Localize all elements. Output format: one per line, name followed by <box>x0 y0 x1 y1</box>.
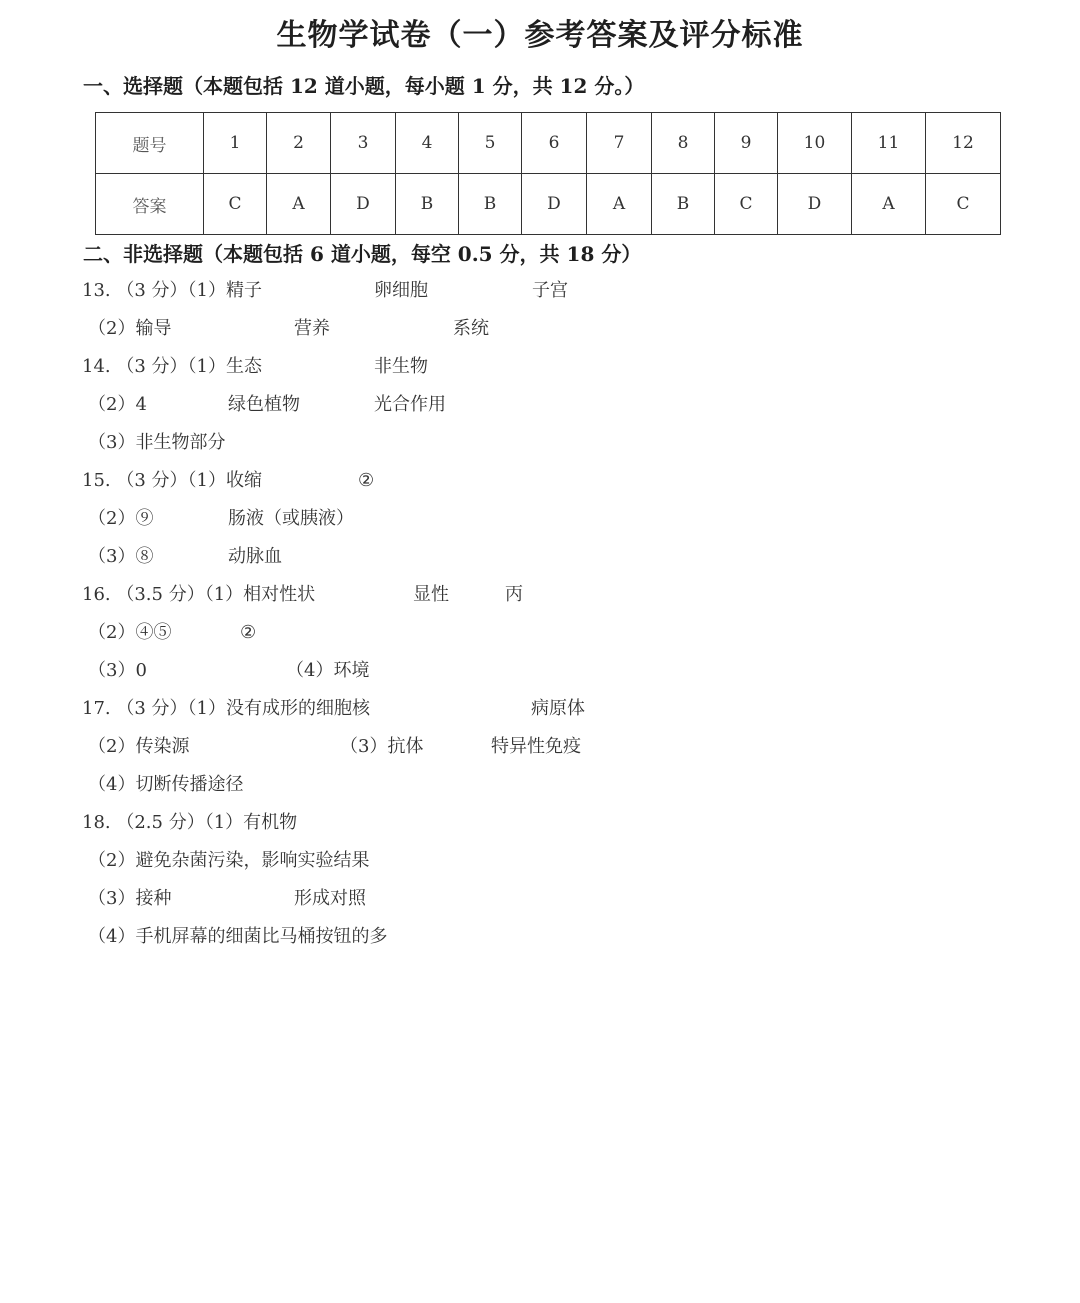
question-number: 6 <box>522 113 587 174</box>
answer-segment: 丙 <box>505 584 523 605</box>
answer-cell: A <box>267 174 331 235</box>
answer-segment: ② <box>240 622 257 643</box>
answer-segment: 子宫 <box>532 280 568 301</box>
answer-cell: A <box>852 174 926 235</box>
answer-segment: 15. （3 分）（1）收缩 <box>82 470 262 491</box>
answer-table <box>95 112 1001 235</box>
answer-cell: C <box>715 174 778 235</box>
answer-segment: 绿色植物 <box>228 394 300 415</box>
answer-cell: D <box>331 174 396 235</box>
page-title: 生物学试卷（一）参考答案及评分标准 <box>276 18 804 53</box>
answer-segment: （3）⑧ <box>88 546 154 567</box>
section-1-heading: 一、选择题（本题包括 12 道小题，每小题 1 分，共 12 分。） <box>83 74 645 98</box>
answer-segment: 系统 <box>453 318 489 339</box>
table-row-answers <box>96 174 1001 235</box>
answer-segment: （4）手机屏幕的细菌比马桶按钮的多 <box>88 926 388 947</box>
question-number: 1 <box>204 113 267 174</box>
question-number: 2 <box>267 113 331 174</box>
answer-cell: B <box>652 174 715 235</box>
question-number: 7 <box>587 113 652 174</box>
answer-segment: 病原体 <box>531 698 585 719</box>
table-row-numbers <box>96 113 1001 174</box>
answer-segment: 肠液（或胰液） <box>228 508 354 529</box>
answer-segment: 动脉血 <box>228 546 282 567</box>
row-label-answer: 答案 <box>96 174 204 235</box>
answer-segment: 13. （3 分）（1）精子 <box>82 280 262 301</box>
answer-segment: 营养 <box>294 318 330 339</box>
answer-segment: （4）环境 <box>286 660 370 681</box>
answer-segment: （2）输导 <box>88 318 172 339</box>
answer-cell: D <box>522 174 587 235</box>
answer-segment: （2）⑨ <box>88 508 154 529</box>
answer-segment: （2）④⑤ <box>88 622 172 643</box>
answer-cell: B <box>459 174 522 235</box>
question-number: 5 <box>459 113 522 174</box>
answer-segment: （4）切断传播途径 <box>88 774 244 795</box>
question-number: 8 <box>652 113 715 174</box>
answer-cell: C <box>204 174 267 235</box>
question-number: 9 <box>715 113 778 174</box>
question-number: 10 <box>778 113 852 174</box>
answer-segment: （2）4 <box>88 394 147 415</box>
section-2-heading: 二、非选择题（本题包括 6 道小题，每空 0.5 分，共 18 分） <box>83 242 642 266</box>
answer-segment: 16. （3.5 分）（1）相对性状 <box>82 584 316 605</box>
answer-segment: 14. （3 分）（1）生态 <box>82 356 262 377</box>
row-label-number: 题号 <box>96 113 204 174</box>
answer-segment: 光合作用 <box>374 394 446 415</box>
answer-segment: （2）传染源 <box>88 736 190 757</box>
answer-segment: 显性 <box>413 584 449 605</box>
answer-cell: D <box>778 174 852 235</box>
answer-segment: 特异性免疫 <box>491 736 581 757</box>
answer-segment: 形成对照 <box>294 888 366 909</box>
answer-segment: （3）抗体 <box>340 736 424 757</box>
answer-cell: A <box>587 174 652 235</box>
answer-segment: ② <box>358 470 375 491</box>
question-number: 3 <box>331 113 396 174</box>
answer-segment: （2）避免杂菌污染，影响实验结果 <box>88 850 370 871</box>
question-number: 12 <box>926 113 1001 174</box>
question-number: 11 <box>852 113 926 174</box>
answer-cell: B <box>396 174 459 235</box>
answer-segment: （3）0 <box>88 660 147 681</box>
answer-segment: 18. （2.5 分）（1）有机物 <box>82 812 298 833</box>
question-number: 4 <box>396 113 459 174</box>
answer-cell: C <box>926 174 1001 235</box>
answer-segment: 17. （3 分）（1）没有成形的细胞核 <box>82 698 370 719</box>
answer-segment: （3）非生物部分 <box>88 432 226 453</box>
answer-segment: 非生物 <box>374 356 428 377</box>
answer-segment: 卵细胞 <box>374 280 428 301</box>
answer-segment: （3）接种 <box>88 888 172 909</box>
